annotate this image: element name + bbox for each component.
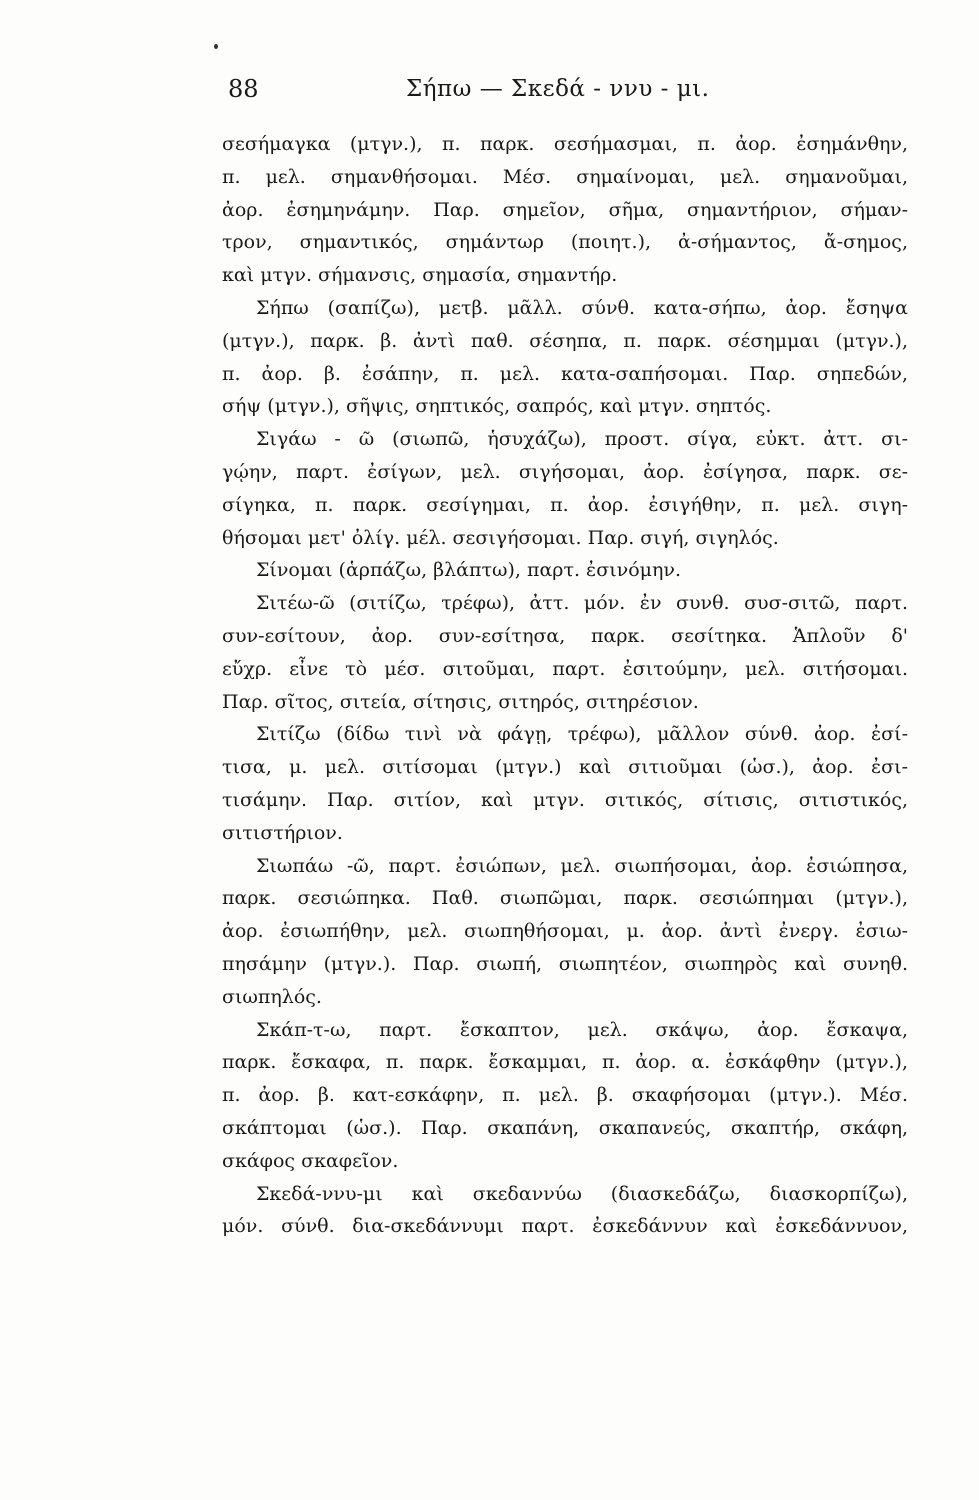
text-line: παρκ. σεσιώπηκα. Παθ. σιωπῶμαι, παρκ. σεσιώπημαι (μτγν.), — [222, 887, 908, 910]
text-line: σκάφος σκαφεῖον. — [222, 1149, 399, 1172]
text-line: σίγηκα, π. παρκ. σεσίγημαι, π. ἀορ. ἐσιγήθην, π. μελ. σιγη- — [222, 493, 908, 516]
text-line: καὶ μτγν. σήμανσις, σημασία, σημαντήρ. — [222, 264, 618, 287]
text-line: μόν. σύνθ. δια-σκεδάννυμι παρτ. ἐσκεδάννυν καὶ ἐσκεδάννυον, — [222, 1215, 908, 1238]
text-line: π. ἀορ. β. κατ-εσκάφην, π. μελ. β. σκαφήσομαι (μτγν.). Μέσ. — [222, 1084, 908, 1107]
page-number: 88 — [228, 75, 259, 103]
body-text — [222, 128, 908, 1243]
entry-line: Σιτίζω (δίδω τινὶ νὰ φάγῃ, τρέφω), μᾶλλον σύνθ. ἀορ. ἐσί- — [256, 723, 908, 746]
text-line: π. ἀορ. β. ἐσάπην, π. μελ. κατα-σαπήσομαι. Παρ. σηπεδών, — [222, 362, 908, 385]
text-line: παρκ. ἔσκαφα, π. παρκ. ἔσκαμμαι, π. ἀορ. α. ἐσκάφθην (μτγν.), — [222, 1051, 908, 1074]
text-line: εὔχρ. εἶνε τὸ μέσ. σιτοῦμαι, παρτ. ἐσιτούμην, μελ. σιτήσομαι. — [222, 657, 908, 680]
entry-line: Σκάπ-τ-ω, παρτ. ἔσκαπτον, μελ. σκάψω, ἀορ. ἔσκαψα, — [256, 1018, 908, 1041]
text-line: γῴην, παρτ. ἐσίγων, μελ. σιγήσομαι, ἀορ. ἐσίγησα, παρκ. σε- — [222, 460, 908, 483]
text-line: σκάπτομαι (ὡσ.). Παρ. σκαπάνη, σκαπανεύς, σκαπτήρ, σκάφη, — [222, 1116, 908, 1139]
entry-line: Σιτέω-ῶ (σιτίζω, τρέφω), ἀττ. μόν. ἐν συνθ. συσ-σιτῶ, παρτ. — [256, 592, 908, 615]
entry-line: Σκεδά-ννυ-μι καὶ σκεδαννύω (διασκεδάζω, διασκορπίζω), — [256, 1182, 908, 1205]
text-line: σιωπηλός. — [222, 985, 322, 1008]
text-line: ἀορ. ἐσιωπήθην, μελ. σιωπηθήσομαι, μ. ἀορ. ἀντὶ ἐνεργ. ἐσιω- — [222, 920, 908, 943]
text-line: τισα, μ. μελ. σιτίσομαι (μτγν.) καὶ σιτιοῦμαι (ὡσ.), ἀορ. ἐσι- — [222, 756, 908, 779]
text-line: τρον, σημαντικός, σημάντωρ (ποιητ.), ἀ-σήμαντος, ἄ-σημος, — [222, 231, 908, 254]
entry-line: Σιωπάω -ῶ, παρτ. ἐσιώπων, μελ. σιωπήσομαι, ἀορ. ἐσιώπησα, — [256, 854, 908, 877]
text-line: σιτιστήριον. — [222, 821, 343, 844]
entry-line: Σήπω (σαπίζω), μετβ. μᾶλλ. σύνθ. κατα-σήπω, ἀορ. ἔσηψα — [256, 296, 908, 319]
ink-speck — [214, 44, 218, 49]
text-line: θήσομαι μετ' ὀλίγ. μέλ. σεσιγήσομαι. Παρ. σιγή, σιγηλός. — [222, 526, 779, 549]
text-line: συν-εσίτουν, ἀορ. συν-εσίτησα, παρκ. σεσίτηκα. Ἁπλοῦν δ' — [222, 624, 908, 647]
text-line: π. μελ. σημανθήσομαι. Μέσ. σημαίνομαι, μελ. σημανοῦμαι, — [222, 165, 908, 188]
entry-line: Σιγάω - ῶ (σιωπῶ, ἡσυχάζω), προστ. σίγα, εὐκτ. ἀττ. σι- — [256, 428, 908, 451]
entry-line: Σίνομαι (ἁρπάζω, βλάπτω), παρτ. ἐσινόμην. — [256, 559, 681, 582]
text-line: τισάμην. Παρ. σιτίον, καὶ μτγν. σιτικός, σίτισις, σιτιστικός, — [222, 788, 908, 811]
text-line: ἀορ. ἐσημηνάμην. Παρ. σημεῖον, σῆμα, σημαντήριον, σήμαν- — [222, 198, 908, 221]
text-line: πησάμην (μτγν.). Παρ. σιωπή, σιωπητέον, σιωπηρὸς καὶ συνηθ. — [222, 952, 908, 975]
text-line: Παρ. σῖτος, σιτεία, σίτησις, σιτηρός, σιτηρέσιον. — [222, 690, 699, 713]
text-line: σήψ (μτγν.), σῆψις, σηπτικός, σαπρός, καὶ μτγν. σηπτός. — [222, 395, 772, 418]
page-header — [228, 72, 918, 106]
running-head: Σήπω — Σκεδά - ννυ - μι. — [406, 76, 710, 102]
text-line: σεσήμαγκα (μτγν.), π. παρκ. σεσήμασμαι, π. ἀορ. ἐσημάνθην, — [222, 133, 908, 155]
text-line: (μτγν.), παρκ. β. ἀντὶ παθ. σέσηπα, π. παρκ. σέσημμαι (μτγν.), — [222, 329, 908, 352]
